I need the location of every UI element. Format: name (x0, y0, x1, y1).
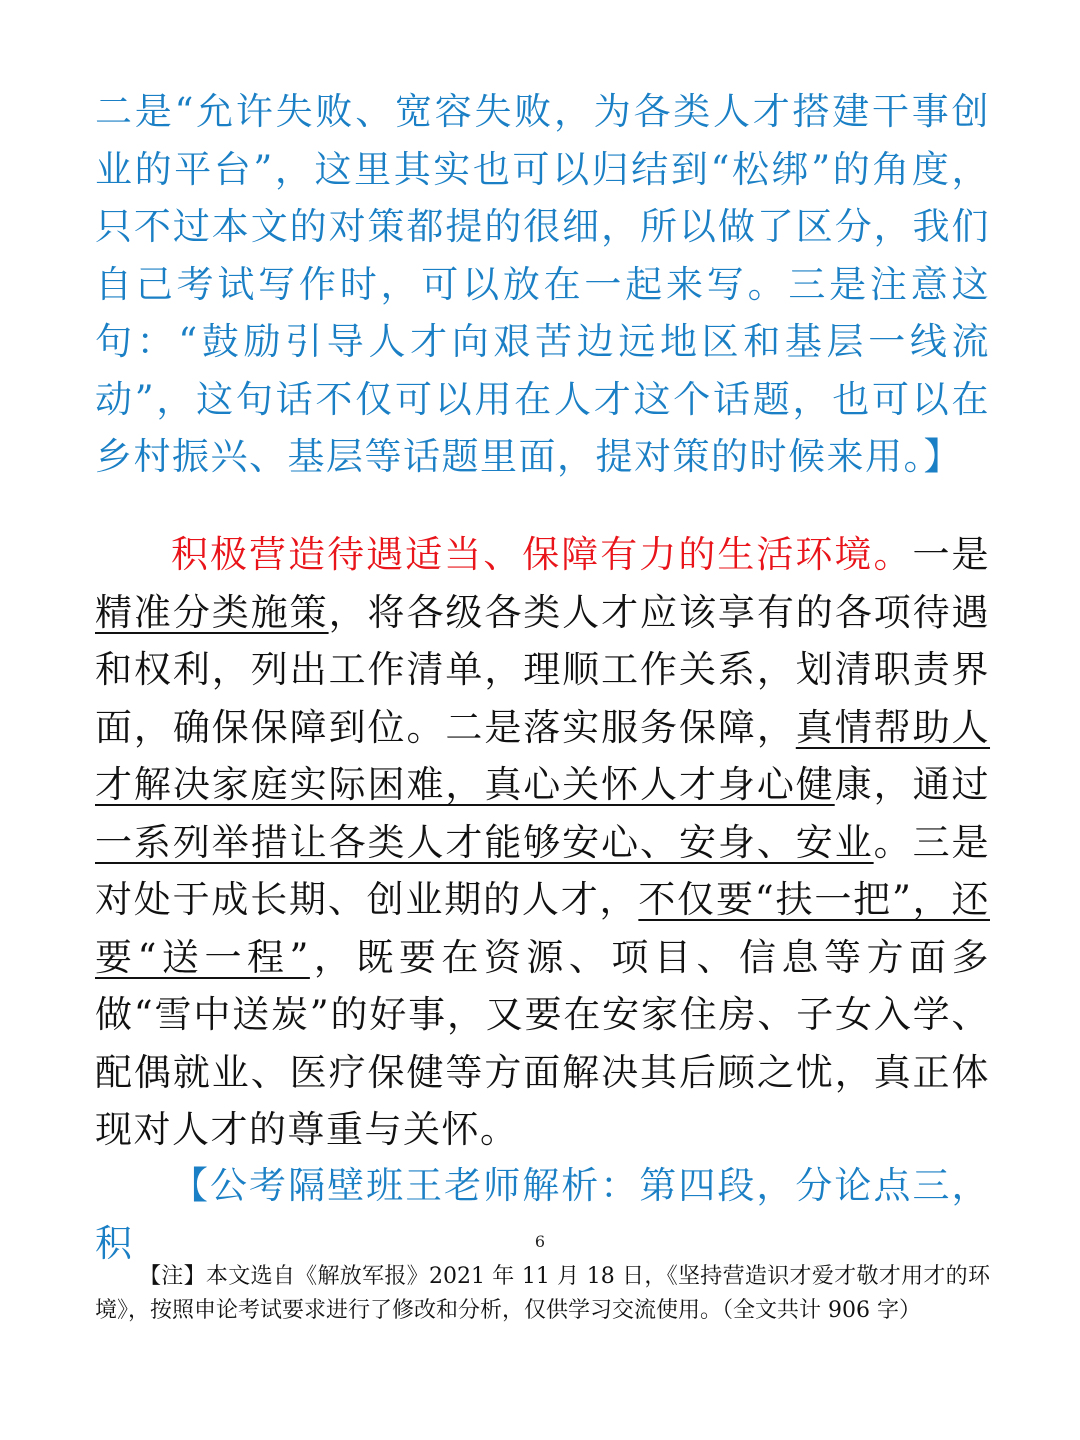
analysis-paragraph-continued (95, 83, 990, 486)
analysis-paragraph-start (95, 1157, 990, 1272)
body-text: ，既要在资源、项目、信息等方面多做“雪中送炭”的好事，又要在安家住房、子女入学、配偶就业、医疗保健等方面解决其后顾之忧，真正体现对人才的尊重与关怀。 (95, 935, 990, 1151)
body-text: 。三是对处于成长期、创业期的人才， (95, 820, 991, 921)
body-text: ，将各级各类人才应该享有的各项待遇和权利，列出工作清单，理顺工作关系，划清职责界面，确保保障到位。二是落实服务保障， (95, 590, 991, 749)
underlined-phrase: 真情帮助人才解决家庭实际困难，真心关怀人才身心健 (95, 705, 991, 806)
analysis-heading: 【公考隔壁班王老师解析：第四段，分论点三，积 (95, 1164, 990, 1265)
body-text: 康，通过 (834, 763, 991, 806)
underlined-phrase: 精准分类施策 (95, 590, 329, 634)
section-heading: 积极营造待遇适当、保障有力的生活环境。 (171, 533, 913, 576)
body-paragraph-living-environment (95, 526, 990, 1159)
page-number: 6 (534, 1232, 546, 1251)
analysis-text: 二是“允许失败、宽容失败，为各类人才搭建干事创业的平台”，这里其实也可以归结到“松绑”的角度，只不过本文的对策都提的很细，所以做了区分，我们自己考试写作时，可以放在一起来写。三是注意这句：“鼓励引导人才向艰苦边远地区和基层一线流动”，这句话不仅可以用在人才这个话题，也可以在乡村振兴、基层等话题里面，提对策的时候来用。】 (95, 90, 990, 478)
underlined-phrase: 不仅要“扶一把”，还要“送一程” (95, 878, 990, 979)
underlined-phrase: 一系列举措让各类人才能够安心、安身、安业 (95, 820, 874, 864)
body-text: 一是 (912, 533, 991, 576)
footnote: 【注】本文选自《解放军报》2021 年 11 月 18 日，《坚持营造识才爱才敬才用才的环境》，按照申论考试要求进行了修改和分析，仅供学习交流使用。（全文共计 906 字） (95, 1264, 990, 1323)
